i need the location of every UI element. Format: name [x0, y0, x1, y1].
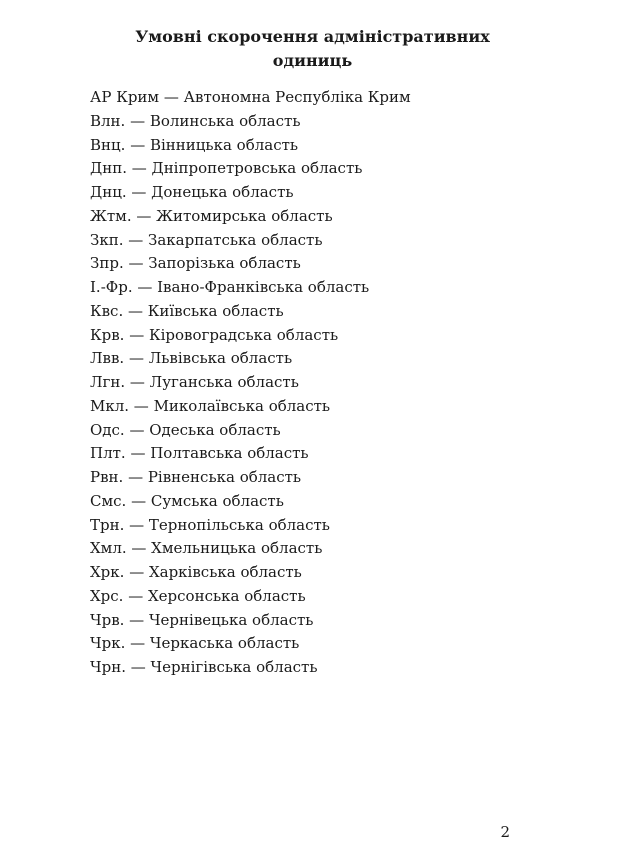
- list-item: Мкл. — Миколаївська область: [90, 396, 331, 415]
- list-item: Днц. — Донецька область: [90, 183, 294, 201]
- list-item: Зкп. — Закарпатська область: [90, 230, 323, 249]
- list-item: Одс. — Одеська область: [90, 420, 281, 439]
- title-line-2: одиниць: [272, 50, 353, 70]
- list-item: Чрв. — Чернівецька область: [90, 610, 314, 629]
- list-item: Плт. — Полтавська область: [90, 444, 309, 463]
- list-item: Лгн. — Луганська область: [90, 373, 299, 391]
- list-item: Жтм. — Житомирська область: [90, 206, 333, 225]
- list-item: Рвн. — Рівненська область: [90, 468, 302, 486]
- list-item: Влн. — Волинська область: [90, 111, 301, 130]
- list-item: Лвв. — Львівська область: [90, 349, 293, 368]
- list-item: Чрн. — Чернігівська область: [90, 658, 318, 676]
- list-item: Квс. — Київська область: [90, 301, 284, 320]
- page-number: 2: [500, 823, 510, 841]
- list-item: АР Крим — Автономна Республіка Крим: [90, 88, 411, 106]
- list-item: Крв. — Кіровоградська область: [90, 325, 339, 344]
- list-item: Внц. — Вінницька область: [90, 135, 299, 154]
- list-item: Хмл. — Хмельницька область: [90, 539, 323, 558]
- list-item: І.-Фр. — Івано-Франківська область: [90, 278, 370, 296]
- list-item: Хрк. — Харківська область: [90, 563, 302, 581]
- title-line-1: Умовні скорочення адміністративних: [135, 26, 490, 46]
- page-title: [0, 25, 625, 73]
- list-item: Хрс. — Херсонська область: [90, 586, 306, 605]
- list-item: Смс. — Сумська область: [90, 491, 284, 510]
- abbreviation-list: [90, 86, 411, 680]
- list-item: Днп. — Дніпропетровська область: [90, 159, 363, 178]
- list-item: Трн. — Тернопільська область: [90, 515, 330, 534]
- list-item: Зпр. — Запорізька область: [90, 254, 301, 273]
- list-item: Чрк. — Черкаська область: [90, 634, 300, 653]
